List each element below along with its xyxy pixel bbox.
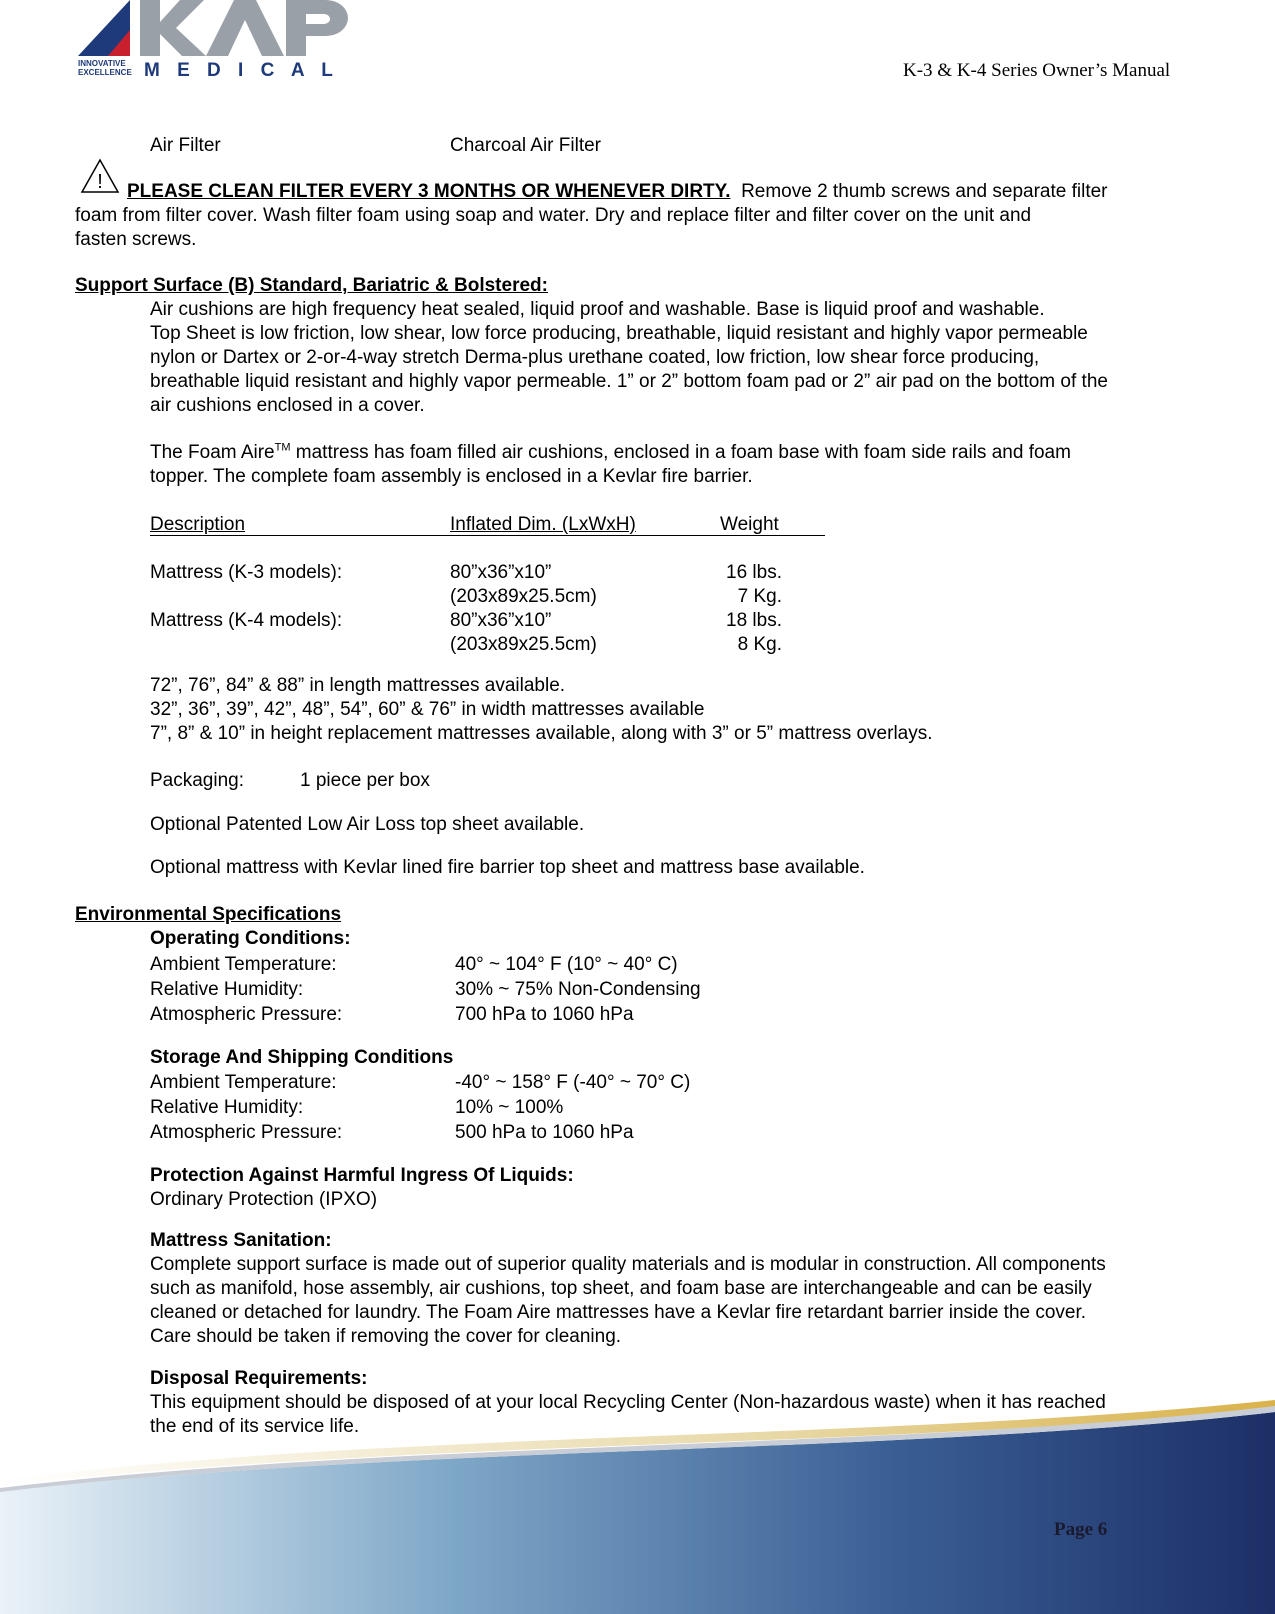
storage-heading: Storage And Shipping Conditions <box>150 1047 454 1068</box>
spec-label: Ambient Temperature: <box>150 1072 337 1093</box>
table-cell-weight: 16 lbs. <box>726 562 782 583</box>
spec-label: Atmospheric Pressure: <box>150 1004 343 1025</box>
warning-triangle-icon <box>80 158 120 194</box>
packaging-value: 1 piece per box <box>300 770 430 791</box>
document-title: K-3 & K-4 Series Owner’s Manual <box>903 60 1171 81</box>
warning-heading: PLEASE CLEAN FILTER EVERY 3 MONTHS OR WHENEVER DIRTY. <box>127 181 731 202</box>
disposal-line: the end of its service life. <box>150 1416 360 1437</box>
table-cell-dim: 80”x36”x10” <box>450 562 552 583</box>
foam-aire-text: The Foam Aire <box>150 442 275 463</box>
availability-line: 72”, 76”, 84” & 88” in length mattresses available. <box>150 675 566 696</box>
availability-line: 7”, 8” & 10” in height replacement mattresses available, along with 3” or 5” mattress overlays. <box>150 723 933 744</box>
disposal-heading: Disposal Requirements: <box>150 1368 368 1389</box>
sanitation-line: cleaned or detached for laundry. The Foam Aire mattresses have a Kevlar fire retardant barrier inside the cover. <box>150 1302 1087 1323</box>
sanitation-heading: Mattress Sanitation: <box>150 1230 332 1251</box>
air-filter-label: Air Filter <box>150 135 221 156</box>
spec-value: -40° ~ 158° F (-40° ~ 70° C) <box>455 1072 691 1093</box>
disposal-line: This equipment should be disposed of at your local Recycling Center (Non-hazardous waste) when it has reached <box>150 1392 1106 1413</box>
spec-label: Relative Humidity: <box>150 979 304 1000</box>
operating-heading: Operating Conditions: <box>150 928 351 949</box>
support-line: breathable liquid resistant and highly vapor permeable. 1” or 2” bottom foam pad or 2” air pad on the bottom of the <box>150 371 1108 392</box>
sanitation-line: Complete support surface is made out of superior quality materials and is modular in construction. All components <box>150 1254 1106 1275</box>
optional-line-1: Optional Patented Low Air Loss top sheet available. <box>150 814 585 835</box>
logo-tagline-1: INNOVATIVE <box>78 59 126 68</box>
spec-value: 40° ~ 104° F (10° ~ 40° C) <box>455 954 678 975</box>
table-cell-desc: Mattress (K-4 models): <box>150 610 343 631</box>
table-cell-dim: (203x89x25.5cm) <box>450 634 597 655</box>
spec-value: 10% ~ 100% <box>455 1097 564 1118</box>
spec-value: 30% ~ 75% Non-Condensing <box>455 979 701 1000</box>
spec-value: 700 hPa to 1060 hPa <box>455 1004 634 1025</box>
warning-line-3: fasten screws. <box>75 229 197 250</box>
optional-line-2: Optional mattress with Kevlar lined fire barrier top sheet and mattress base available. <box>150 857 865 878</box>
logo-word: M E D I C A L <box>144 60 339 81</box>
support-line: nylon or Dartex or 2-or-4-way stretch Derma-plus urethane coated, low friction, low shear force producing, <box>150 347 1040 368</box>
table-cell-dim: 80”x36”x10” <box>450 610 552 631</box>
warning-line-1 <box>127 181 1108 203</box>
table-cell-weight: 18 lbs. <box>726 610 782 631</box>
spec-label: Relative Humidity: <box>150 1097 304 1118</box>
foam-aire-text: mattress has foam filled air cushions, enclosed in a foam base with foam side rails and foam <box>290 442 1071 463</box>
support-line: air cushions enclosed in a cover. <box>150 395 425 416</box>
trademark: TM <box>274 441 291 454</box>
protection-value: Ordinary Protection (IPXO) <box>150 1189 378 1210</box>
sanitation-line: such as manifold, hose assembly, air cushions, top sheet, and foam base are interchangeable and can be easily <box>150 1278 1092 1299</box>
table-cell-weight: 8 Kg. <box>737 634 782 655</box>
support-surface-heading: Support Surface (B) Standard, Bariatric & Bolstered: <box>75 275 548 296</box>
support-line: Air cushions are high frequency heat sealed, liquid proof and washable. Base is liquid proof and washable. <box>150 299 1045 320</box>
availability-line: 32”, 36”, 39”, 42”, 48”, 54”, 60” & 76” in width mattresses available <box>150 699 705 720</box>
charcoal-filter-label: Charcoal Air Filter <box>450 135 601 156</box>
sanitation-line: Care should be taken if removing the cover for cleaning. <box>150 1326 622 1347</box>
foam-aire-line-1 <box>150 442 1071 464</box>
packaging-label: Packaging: <box>150 770 245 791</box>
warning-text-1: Remove 2 thumb screws and separate filter <box>741 181 1108 202</box>
protection-heading: Protection Against Harmful Ingress Of Liquids: <box>150 1165 574 1186</box>
table-header-dimensions: Inflated Dim. (LxWxH) <box>450 514 636 535</box>
svg-text:!: ! <box>97 171 103 193</box>
support-line: Top Sheet is low friction, low shear, low force producing, breathable, liquid resistant and highly vapor permeable <box>150 323 1088 344</box>
warning-line-2: foam from filter cover. Wash filter foam using soap and water. Dry and replace filter and filter cover on the unit and <box>75 205 1032 226</box>
table-header-rule <box>150 535 825 536</box>
kap-medical-logo <box>78 0 348 82</box>
footer-swoosh <box>0 1400 1275 1614</box>
environmental-heading: Environmental Specifications <box>75 904 342 925</box>
foam-aire-line-2: topper. The complete foam assembly is enclosed in a Kevlar fire barrier. <box>150 466 753 487</box>
table-cell-desc: Mattress (K-3 models): <box>150 562 343 583</box>
table-header-weight: Weight <box>720 514 779 535</box>
spec-label: Ambient Temperature: <box>150 954 337 975</box>
page-number: Page 6 <box>1054 1519 1108 1540</box>
table-cell-weight: 7 Kg. <box>737 586 782 607</box>
spec-value: 500 hPa to 1060 hPa <box>455 1122 634 1143</box>
table-cell-dim: (203x89x25.5cm) <box>450 586 597 607</box>
logo-tagline-2: EXCELLENCE <box>78 68 132 77</box>
table-header-description: Description <box>150 514 246 535</box>
spec-label: Atmospheric Pressure: <box>150 1122 343 1143</box>
